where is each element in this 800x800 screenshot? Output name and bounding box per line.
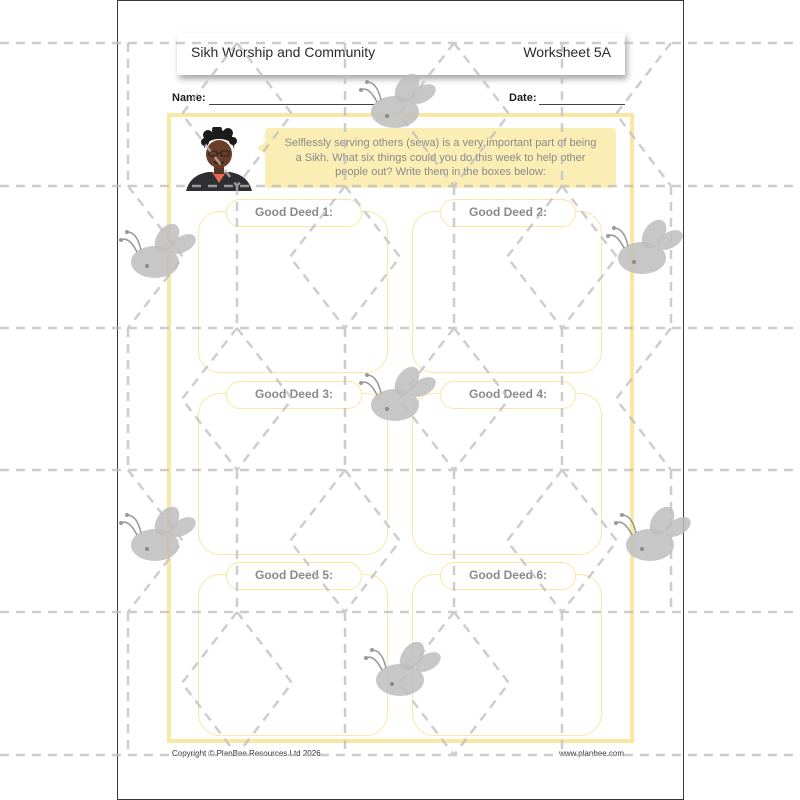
instruction-line-3: people out? Write them in the boxes below:	[335, 166, 546, 178]
name-label: Name:	[172, 92, 206, 104]
good-deed-label-2: Good Deed 2:	[440, 199, 576, 227]
good-deed-label-5: Good Deed 5:	[226, 562, 362, 590]
worksheet-header	[177, 33, 625, 75]
copyright-text: Copyright © PlanBee Resources Ltd 2026	[172, 749, 321, 758]
good-deed-box-2[interactable]	[412, 205, 602, 373]
name-field[interactable]	[209, 104, 374, 105]
good-deed-box-4[interactable]	[412, 387, 602, 555]
instruction-speech-bubble	[265, 128, 616, 188]
good-deed-box-5[interactable]	[198, 568, 388, 736]
instruction-text	[271, 136, 610, 180]
good-deed-label-4: Good Deed 4:	[440, 381, 576, 409]
good-deed-box-1[interactable]	[198, 205, 388, 373]
good-deed-label-1: Good Deed 1:	[226, 199, 362, 227]
instruction-line-1: Selflessly serving others (sewa) is a very important part of being	[284, 137, 597, 149]
boy-avatar-icon	[184, 127, 254, 191]
good-deed-label-3: Good Deed 3:	[226, 381, 362, 409]
date-label: Date:	[509, 92, 537, 104]
instruction-line-2: a Sikh. What six things could you do this week to help other	[295, 151, 586, 164]
worksheet-number: Worksheet 5A	[523, 44, 611, 60]
good-deed-box-6[interactable]	[412, 568, 602, 736]
good-deed-label-6: Good Deed 6:	[440, 562, 576, 590]
website-text: www.planbee.com	[559, 749, 624, 758]
worksheet-title: Sikh Worship and Community	[191, 44, 376, 60]
date-field[interactable]	[539, 104, 625, 105]
good-deed-box-3[interactable]	[198, 387, 388, 555]
